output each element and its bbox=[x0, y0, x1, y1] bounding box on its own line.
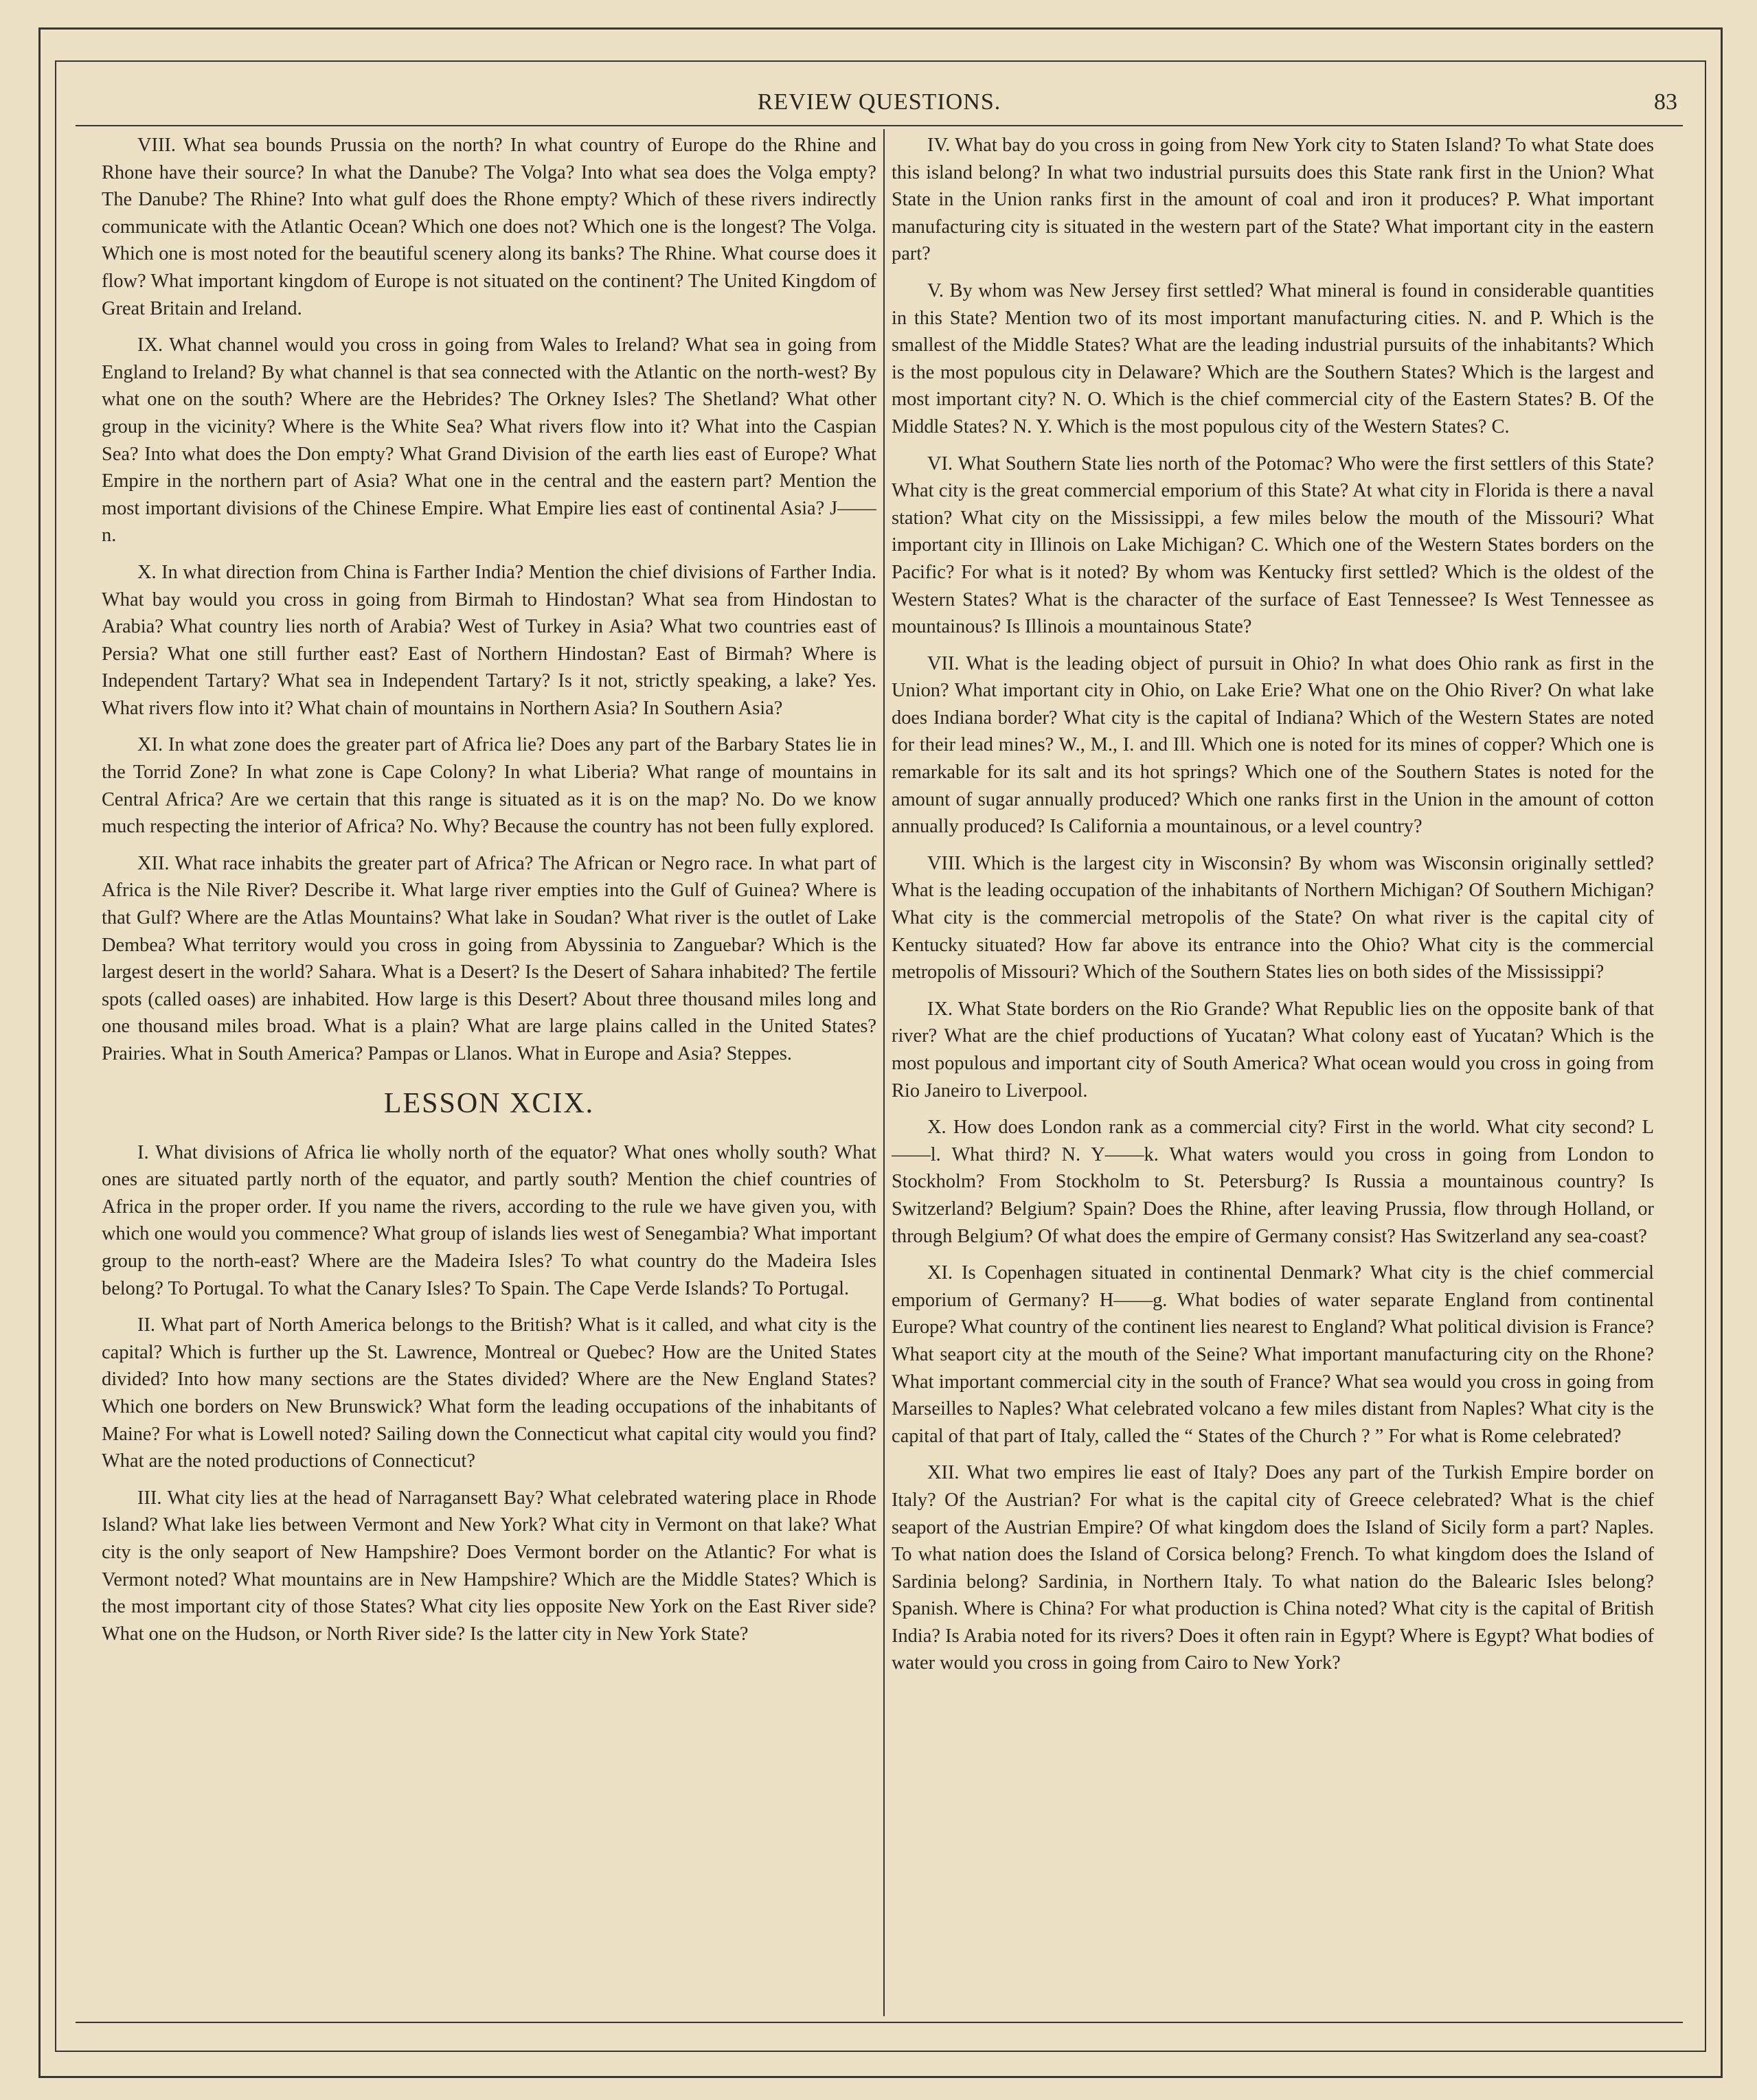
question-paragraph: VII. What is the leading object of pursuit in Ohio? In what does Ohio rank as first in the Union? What important city in Ohio, on Lake Erie? What one on the Ohio River? On what lake does Indiana border? What city is the capital of Indiana? Which of the Western States are noted for their lead mines? W., M., I. and Ill. Which one is noted for its mines of copper? Which one is remarkable for its salt and its hot springs? Which one of the Southern States is noted for the amount of sugar annually produced? Which one ranks first in the Union in the amount of cotton annually produced? Is California a mountainous, or a level country? bbox=[892, 652, 1654, 838]
question-paragraph: IX. What channel would you cross in going from Wales to Ireland? What sea in going from England to Ireland? By what channel is that sea connected with the Atlantic on the north-west? By what one on the south? Where are the Hebrides? The Orkney Isles? The Shetland? What other group in the vicinity? Where is the White Sea? What rivers flow into it? What into the Caspian Sea? Into what does the Don empty? What Grand Division of the earth lies east of Europe? What Empire in the northern part of Asia? What one in the central and the eastern part? Mention the most important divisions of the Chinese Empire. What Empire lies east of continental Asia? J——n. bbox=[102, 334, 876, 547]
column-divider bbox=[883, 129, 885, 2016]
question-paragraph: IX. What State borders on the Rio Grande? What Republic lies on the opposite bank of that river? What are the chief productions of Yucatan? What colony east of Yucatan? Which is the most populous and important city of South America? What ocean would you cross in going from Rio Janeiro to Liverpool. bbox=[892, 998, 1654, 1102]
question-paragraph: VI. What Southern State lies north of the Potomac? Who were the first settlers of this State? What city is the great commercial emporium of this State? At what city in Florida is there a naval station? What city on the Mississippi, a few miles below the mouth of the Missouri? What important city in Illinois on Lake Michigan? C. Which one of the Western States borders on the Pacific? For what is it noted? By whom was Kentucky first settled? Which is the oldest of the Western States? What is the character of the surface of East Tennessee? Is West Tennessee as mountainous? Is Illinois a mountainous State? bbox=[892, 453, 1654, 638]
bottom-rule bbox=[76, 2022, 1683, 2023]
question-paragraph: IV. What bay do you cross in going from New York city to Staten Island? To what State does this island belong? In what two industrial pursuits does this State rank first in the Union? What State in the Union ranks first in the amount of coal and iron it produces? P. What important manufacturing city is situated in the western part of the State? What important city in the eastern part? bbox=[892, 135, 1654, 265]
question-paragraph: V. By whom was New Jersey first settled? What mineral is found in considerable quantities in this State? Mention two of its most important manufacturing cities. N. and P. Which is the smallest of the Middle States? What are the leading industrial pursuits of the inhabitants? Which is the most populous city in Delaware? Which are the Southern States? Which is the largest and most important city? N. O. Which is the chief commercial city of the Eastern States? B. Of the Middle States? N. Y. Which is the most populous city of the Western States? C. bbox=[892, 279, 1654, 437]
question-paragraph: II. What part of North America belongs to the British? What is it called, and what city is the capital? Which is further up the St. Lawrence, Montreal or Quebec? How are the United States divided? Into how many sections are the States divided? Where are the New England States? Which one borders on New Brunswick? What form the leading occupations of the inhabitants of Maine? For what is Lowell noted? Sailing down the Connecticut what capital city would you find? What are the noted productions of Connecticut? bbox=[102, 1314, 876, 1472]
running-head: REVIEW QUESTIONS. bbox=[757, 89, 1001, 115]
question-paragraph: XII. What race inhabits the greater part of Africa? The African or Negro race. In what part of Africa is the Nile River? Describe it. What large river empties into the Gulf of Guinea? Where is that Gulf? Where are the Atlas Mountains? What lake in Soudan? What river is the outlet of Lake Dembea? What territory would you cross in going from Abyssinia to Zanguebar? Which is the largest desert in the world? Sahara. What is a Desert? Is the Desert of Sahara inhabited? The fertile spots (called oases) are inhabited. How large is this Desert? About three thousand miles long and one thousand miles broad. What is a plain? What are large plains called in the United States? Prairies. What in South America? Pampas or Llanos. What in Europe and Asia? Steppes. bbox=[102, 852, 876, 1064]
question-paragraph: VIII. Which is the largest city in Wisconsin? By whom was Wisconsin originally settled? What is the leading occupation of the inhabitants of Northern Michigan? Of Southern Michigan? What city is the commercial metropolis of the State? On what river is the capital city of Kentucky situated? How far above its entrance into the Ohio? What city is the commercial metropolis of Missouri? Which of the Southern States lies on both sides of the Mississippi? bbox=[892, 852, 1654, 983]
left-column bbox=[102, 132, 876, 2027]
question-paragraph: VIII. What sea bounds Prussia on the north? In what country of Europe do the Rhine and Rhone have their source? In what the Danube? The Volga? Into what sea does the Volga empty? The Danube? The Rhine? Into what gulf does the Rhone empty? Which of these rivers indirectly communicate with the Atlantic Ocean? Which one does not? Which one is the longest? The Volga. Which one is most noted for the beautiful scenery along its banks? The Rhine. What course does it flow? What important kingdom of Europe is not situated on the continent? The United Kingdom of Great Britain and Ireland. bbox=[102, 135, 876, 319]
question-paragraph: X. In what direction from China is Farther India? Mention the chief divisions of Farther India. What bay would you cross in going from Birmah to Hindostan? What sea from Hindostan to Arabia? What country lies north of Arabia? West of Turkey in Asia? What two countries east of Persia? What one still further east? East of Northern Hindostan? East of Birmah? Where is Independent Tartary? What sea in Independent Tartary? Is it not, strictly speaking, a lake? Yes. What rivers flow into it? What chain of mountains in Northern Asia? In Southern Asia? bbox=[102, 561, 876, 719]
lesson-heading: LESSON XCIX. bbox=[383, 1087, 595, 1119]
page-header bbox=[76, 87, 1683, 126]
right-column bbox=[892, 132, 1654, 2027]
question-paragraph: III. What city lies at the head of Narragansett Bay? What celebrated watering place in Rhode Island? What lake lies between Vermont and New York? What city in Vermont on that lake? What city is the only seaport of New Hampshire? Does Vermont border on the Atlantic? For what is Vermont noted? What mountains are in New Hampshire? Which are the Middle States? Which is the most important city of those States? What city lies opposite New York on the East River side? What one on the Hudson, or North River side? Is the latter city in New York State? bbox=[102, 1487, 876, 1645]
question-paragraph: XI. Is Copenhagen situated in continental Denmark? What city is the chief commercial emporium of Germany? H——g. What bodies of water separate England from continental Europe? What country of the continent lies nearest to England? What political division is France? What seaport city at the mouth of the Seine? What important manufacturing city on the Rhone? What important commercial city in the south of France? What sea would you cross in going from Marseilles to Naples? What celebrated volcano a few miles distant from Naples? What city is the capital of that part of Italy, called the “ States of the Church ? ” For what is Rome celebrated? bbox=[892, 1262, 1654, 1447]
question-paragraph: XII. What two empires lie east of Italy? Does any part of the Turkish Empire border on Italy? Of the Austrian? For what is the capital city of Greece celebrated? What is the chief seaport of the Austrian Empire? Of what kingdom does the Island of Sicily form a part? Naples. To what nation does the Island of Corsica belong? French. To what kingdom does the Island of Sardinia belong? Sardinia, in Northern Italy. To what nation do the Balearic Isles belong? Spanish. Where is China? For what production is China noted? What city is the capital of British India? Is Arabia noted for its rivers? Does it often rain in Egypt? Where is Egypt? What bodies of water would you cross in going from Cairo to New York? bbox=[892, 1462, 1654, 1674]
page-number: 83 bbox=[1654, 89, 1677, 115]
question-paragraph: I. What divisions of Africa lie wholly north of the equator? What ones wholly south? What ones are situated partly north of the equator, and partly south? Mention the chief countries of Africa in the proper order. If you name the rivers, according to the rule we have given you, with which one would you commence? What group of islands lies west of Senegambia? What important group to the north-east? Where are the Madeira Isles? To what country do the Madeira Isles belong? To Portugal. To what the Canary Isles? To Spain. The Cape Verde Islands? To Portugal. bbox=[102, 1141, 876, 1299]
question-paragraph: X. How does London rank as a commercial city? First in the world. What city second? L——l. What third? N. Y——k. What waters would you cross in going from London to Stockholm? From Stockholm to St. Petersburg? Is Russia a mountainous country? Is Switzerland? Belgium? Spain? Does the Rhine, after leaving Prussia, flow through Holland, or through Belgium? Of what does the empire of Germany consist? Has Switzerland any sea-coast? bbox=[892, 1117, 1654, 1247]
question-paragraph: XI. In what zone does the greater part of Africa lie? Does any part of the Barbary States lie in the Torrid Zone? In what zone is Cape Colony? In what Liberia? What range of mountains in Central Africa? Are we certain that this range is situated as it is on the map? No. Do we know much respecting the interior of Africa? No. Why? Because the country has not been fully explored. bbox=[102, 734, 876, 838]
